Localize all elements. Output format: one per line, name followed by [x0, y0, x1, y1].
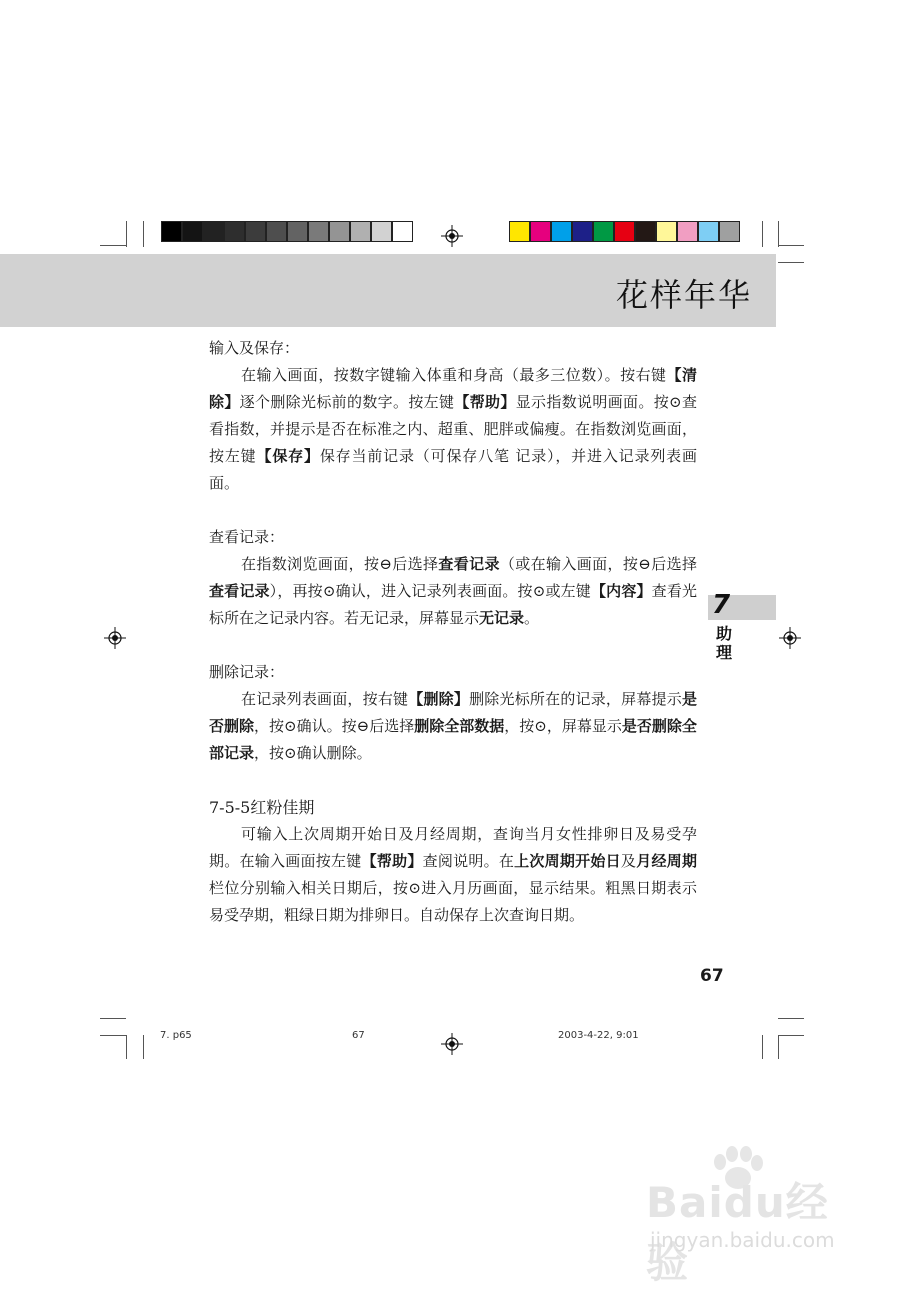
watermark	[640, 1150, 860, 1287]
gray-swatch	[329, 221, 350, 242]
text-run: 显示指数说明画面。按	[515, 393, 670, 411]
text-run: （或在输入画面，按	[499, 555, 639, 573]
crop-mark	[762, 221, 763, 247]
bold-term: 【内容】	[590, 582, 652, 600]
crop-mark	[778, 1018, 804, 1019]
text-run: 在输入画面，按数字键输入体重和身高（最多三位数）。按右键	[241, 366, 667, 384]
gray-swatch	[350, 221, 371, 242]
crop-mark	[778, 1035, 804, 1036]
menu-key-icon: ⊖	[356, 717, 370, 735]
text-run: ），再按	[269, 582, 323, 600]
text-run: 删除光标所在的记录，屏幕提示	[469, 690, 682, 708]
bold-term: 【清除】	[209, 366, 697, 411]
text-run: 栏位分别输入相关日期后，按	[209, 879, 409, 897]
bold-term: 查看记录	[438, 555, 500, 573]
ok-key-icon: ⊙	[284, 744, 297, 762]
ok-key-icon: ⊙	[408, 879, 421, 897]
text-run: 后选择	[391, 555, 439, 573]
bold-term: 查看记录	[209, 582, 270, 600]
color-swatch	[635, 221, 656, 242]
ok-key-icon: ⊙	[532, 582, 546, 600]
ok-key-icon: ⊙	[669, 393, 682, 411]
crop-mark	[143, 1035, 144, 1059]
text-run: ，按	[504, 717, 535, 735]
color-swatch	[509, 221, 530, 242]
menu-key-icon: ⊖	[379, 555, 392, 573]
text-run: 及	[620, 852, 637, 870]
crop-mark	[778, 1035, 779, 1059]
chapter-header-band	[0, 254, 776, 327]
gray-swatch	[371, 221, 392, 242]
gray-swatch	[245, 221, 266, 242]
gray-swatch	[224, 221, 245, 242]
text-run: 后选择	[650, 555, 697, 573]
text-run: 在记录列表画面，按右键	[241, 690, 409, 708]
ok-key-icon: ⊙	[322, 582, 336, 600]
section-gap	[209, 767, 697, 794]
page-number: 67	[700, 966, 724, 986]
crop-mark	[778, 245, 804, 246]
bold-term: 是否删除	[209, 690, 697, 735]
text-run: 确认，进入记录列表画面。按	[335, 582, 533, 600]
text-run: 确认删除。	[296, 744, 372, 762]
text-run: 逐个删除光标前的数字。按左键	[239, 393, 455, 411]
color-swatch	[530, 221, 551, 242]
bold-term: 月经周期	[636, 852, 697, 870]
text-run: ，屏幕显示	[546, 717, 622, 735]
gray-swatch	[392, 221, 413, 242]
crop-mark	[762, 1035, 763, 1059]
text-run: 进入月历画面，显示结果。粗黑日期表示易受孕期，粗绿日期为排卵日。自动保存上次查询日期。	[209, 879, 697, 924]
section-gap	[209, 497, 697, 524]
color-swatch	[656, 221, 677, 242]
color-swatch	[551, 221, 572, 242]
section-paragraph	[209, 821, 697, 929]
section-paragraph	[209, 686, 697, 767]
crop-mark	[126, 221, 127, 247]
registration-mark-icon	[104, 627, 126, 649]
watermark-url: jingyan.baidu.com	[650, 1228, 835, 1252]
text-run: 查看光标所在之记录内容。若无记录，屏幕显示	[209, 582, 697, 627]
registration-mark-icon	[779, 627, 801, 649]
color-swatch	[698, 221, 719, 242]
chapter-side-label: 助理	[716, 624, 733, 662]
gray-swatch	[182, 221, 203, 242]
bold-term: 无记录	[479, 609, 525, 627]
process-color-bar	[509, 221, 740, 242]
gray-swatch	[287, 221, 308, 242]
crop-mark	[100, 1035, 126, 1036]
ok-key-icon: ⊙	[284, 717, 297, 735]
crop-mark	[778, 262, 804, 263]
color-swatch	[677, 221, 698, 242]
section-heading: 查看记录：	[209, 528, 285, 546]
text-run: 。	[524, 609, 540, 627]
color-swatch	[614, 221, 635, 242]
bold-term: 删除全部数据	[414, 717, 505, 735]
footer-datetime: 2003-4-22, 9:01	[558, 1030, 639, 1041]
gray-swatch	[203, 221, 224, 242]
text-run: 后选择	[369, 717, 415, 735]
ok-key-icon: ⊙	[534, 717, 547, 735]
text-run: 可输入上次周期开始日及月经周期，查询当月女性排卵日及易受孕期。在输入画面按左键	[209, 825, 697, 870]
bold-term: 【保存】	[256, 447, 320, 465]
grayscale-color-bar	[161, 221, 413, 242]
footer-page: 67	[352, 1030, 365, 1041]
gray-swatch	[266, 221, 287, 242]
section-paragraph	[209, 362, 697, 497]
text-run: ，按	[254, 744, 285, 762]
color-swatch	[572, 221, 593, 242]
section-heading: 输入及保存：	[209, 339, 300, 357]
menu-key-icon: ⊖	[638, 555, 651, 573]
text-run: 保存当前记录（可保存八笔 记录），并进入记录列表画面。	[209, 447, 697, 492]
bold-term: 【帮助】	[361, 852, 423, 870]
text-run: 确认。按	[296, 717, 357, 735]
crop-mark	[100, 245, 126, 246]
crop-mark	[100, 1018, 126, 1019]
section-gap	[209, 632, 697, 659]
body-text	[209, 335, 697, 929]
section-heading: 7-5-5红粉佳期	[209, 798, 315, 817]
bold-term: 【帮助】	[454, 393, 516, 411]
crop-mark	[143, 221, 144, 247]
gray-swatch	[308, 221, 329, 242]
text-run: ，按	[254, 717, 285, 735]
bold-term: 是否删除全部记录	[209, 717, 697, 762]
chapter-title: 花样年华	[615, 276, 752, 314]
text-run: 在指数浏览画面，按	[241, 555, 380, 573]
bold-term: 【删除】	[408, 690, 470, 708]
registration-mark-icon	[441, 225, 463, 247]
color-swatch	[719, 221, 740, 242]
section-heading: 删除记录：	[209, 663, 285, 681]
text-run: 查阅说明。在	[422, 852, 515, 870]
section-paragraph	[209, 551, 697, 632]
bold-term: 上次周期开始日	[514, 852, 621, 870]
color-swatch	[593, 221, 614, 242]
crop-mark	[126, 1035, 127, 1059]
watermark-brand: Baidu经验	[646, 1178, 829, 1287]
crop-mark	[778, 221, 779, 247]
footer-file-name: 7. p65	[160, 1030, 192, 1041]
text-run: 查看指数，并提示是否在标准之内、超重、肥胖或偏瘦。在指数浏览画面，按左键	[209, 393, 697, 465]
gray-swatch	[161, 221, 182, 242]
chapter-number: 7	[712, 590, 731, 620]
text-run: 或左键	[545, 582, 591, 600]
registration-mark-icon	[441, 1033, 463, 1055]
